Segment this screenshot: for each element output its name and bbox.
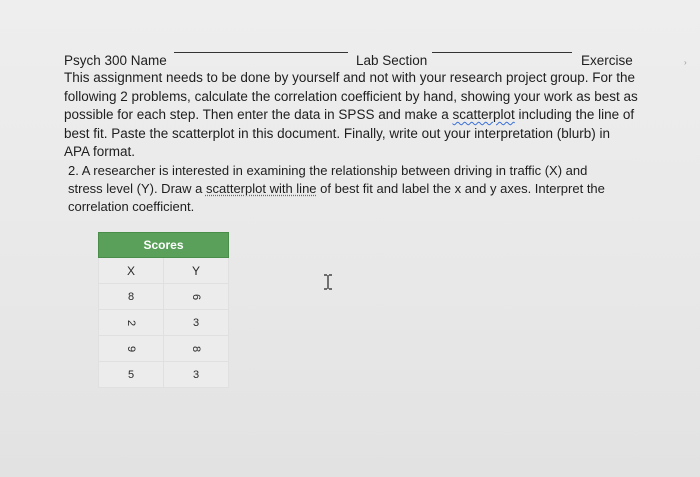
- table-row: [98, 310, 229, 336]
- header-line: [64, 52, 648, 70]
- spellcheck-word: scatterplot: [452, 107, 515, 122]
- spellcheck-phrase: scatterplot with line: [205, 181, 317, 196]
- table-row: [98, 284, 229, 310]
- table-row: [98, 336, 229, 362]
- table-header-row: [98, 258, 229, 284]
- exercise-label: Exercise: [581, 53, 633, 68]
- scroll-indicator[interactable]: ›: [684, 58, 687, 67]
- column-header-y: Y: [164, 258, 229, 284]
- cell-y: 3: [164, 310, 229, 336]
- cell-x: 2: [98, 310, 164, 336]
- problem-line: stress level (Y). Draw a scatterplot with line of best fit and label the x and y axes. Interpret the: [68, 181, 605, 196]
- problem-line: correlation coefficient.: [68, 199, 195, 214]
- instructions-paragraph: [64, 69, 654, 162]
- lab-section-label: Lab Section: [356, 53, 428, 68]
- instructions-line: possible for each step. Then enter the data in SPSS and make a scatterplot including the line of: [64, 107, 635, 122]
- cell-y: 8: [164, 336, 229, 362]
- instructions-line: best fit. Paste the scatterplot in this document. Finally, write out your interpretation (blurb) in: [64, 125, 611, 141]
- table-row: [98, 362, 229, 388]
- instructions-line: APA format.: [64, 144, 136, 159]
- cell-x: 8: [98, 284, 164, 310]
- scores-table: [98, 232, 229, 388]
- problem-paragraph: [68, 162, 638, 216]
- column-header-x: X: [98, 258, 164, 284]
- cell-x: 5: [98, 362, 164, 388]
- cell-y: 6: [164, 284, 229, 310]
- lab-section-blank[interactable]: [432, 52, 572, 53]
- instructions-line: This assignment needs to be done by yourself and not with your research project group. For the: [64, 70, 636, 85]
- text-cursor-icon: [323, 274, 333, 290]
- instructions-line: following 2 problems, calculate the correlation coefficient by hand, showing your work as best as: [64, 88, 638, 104]
- cell-x: 9: [98, 336, 164, 362]
- course-name-label: Psych 300 Name: [64, 53, 167, 68]
- cell-y: 3: [164, 362, 229, 388]
- table-title: Scores: [98, 232, 229, 258]
- name-blank[interactable]: [174, 52, 348, 53]
- problem-line: 2. A researcher is interested in examining the relationship between driving in traffic (X) and: [68, 163, 588, 178]
